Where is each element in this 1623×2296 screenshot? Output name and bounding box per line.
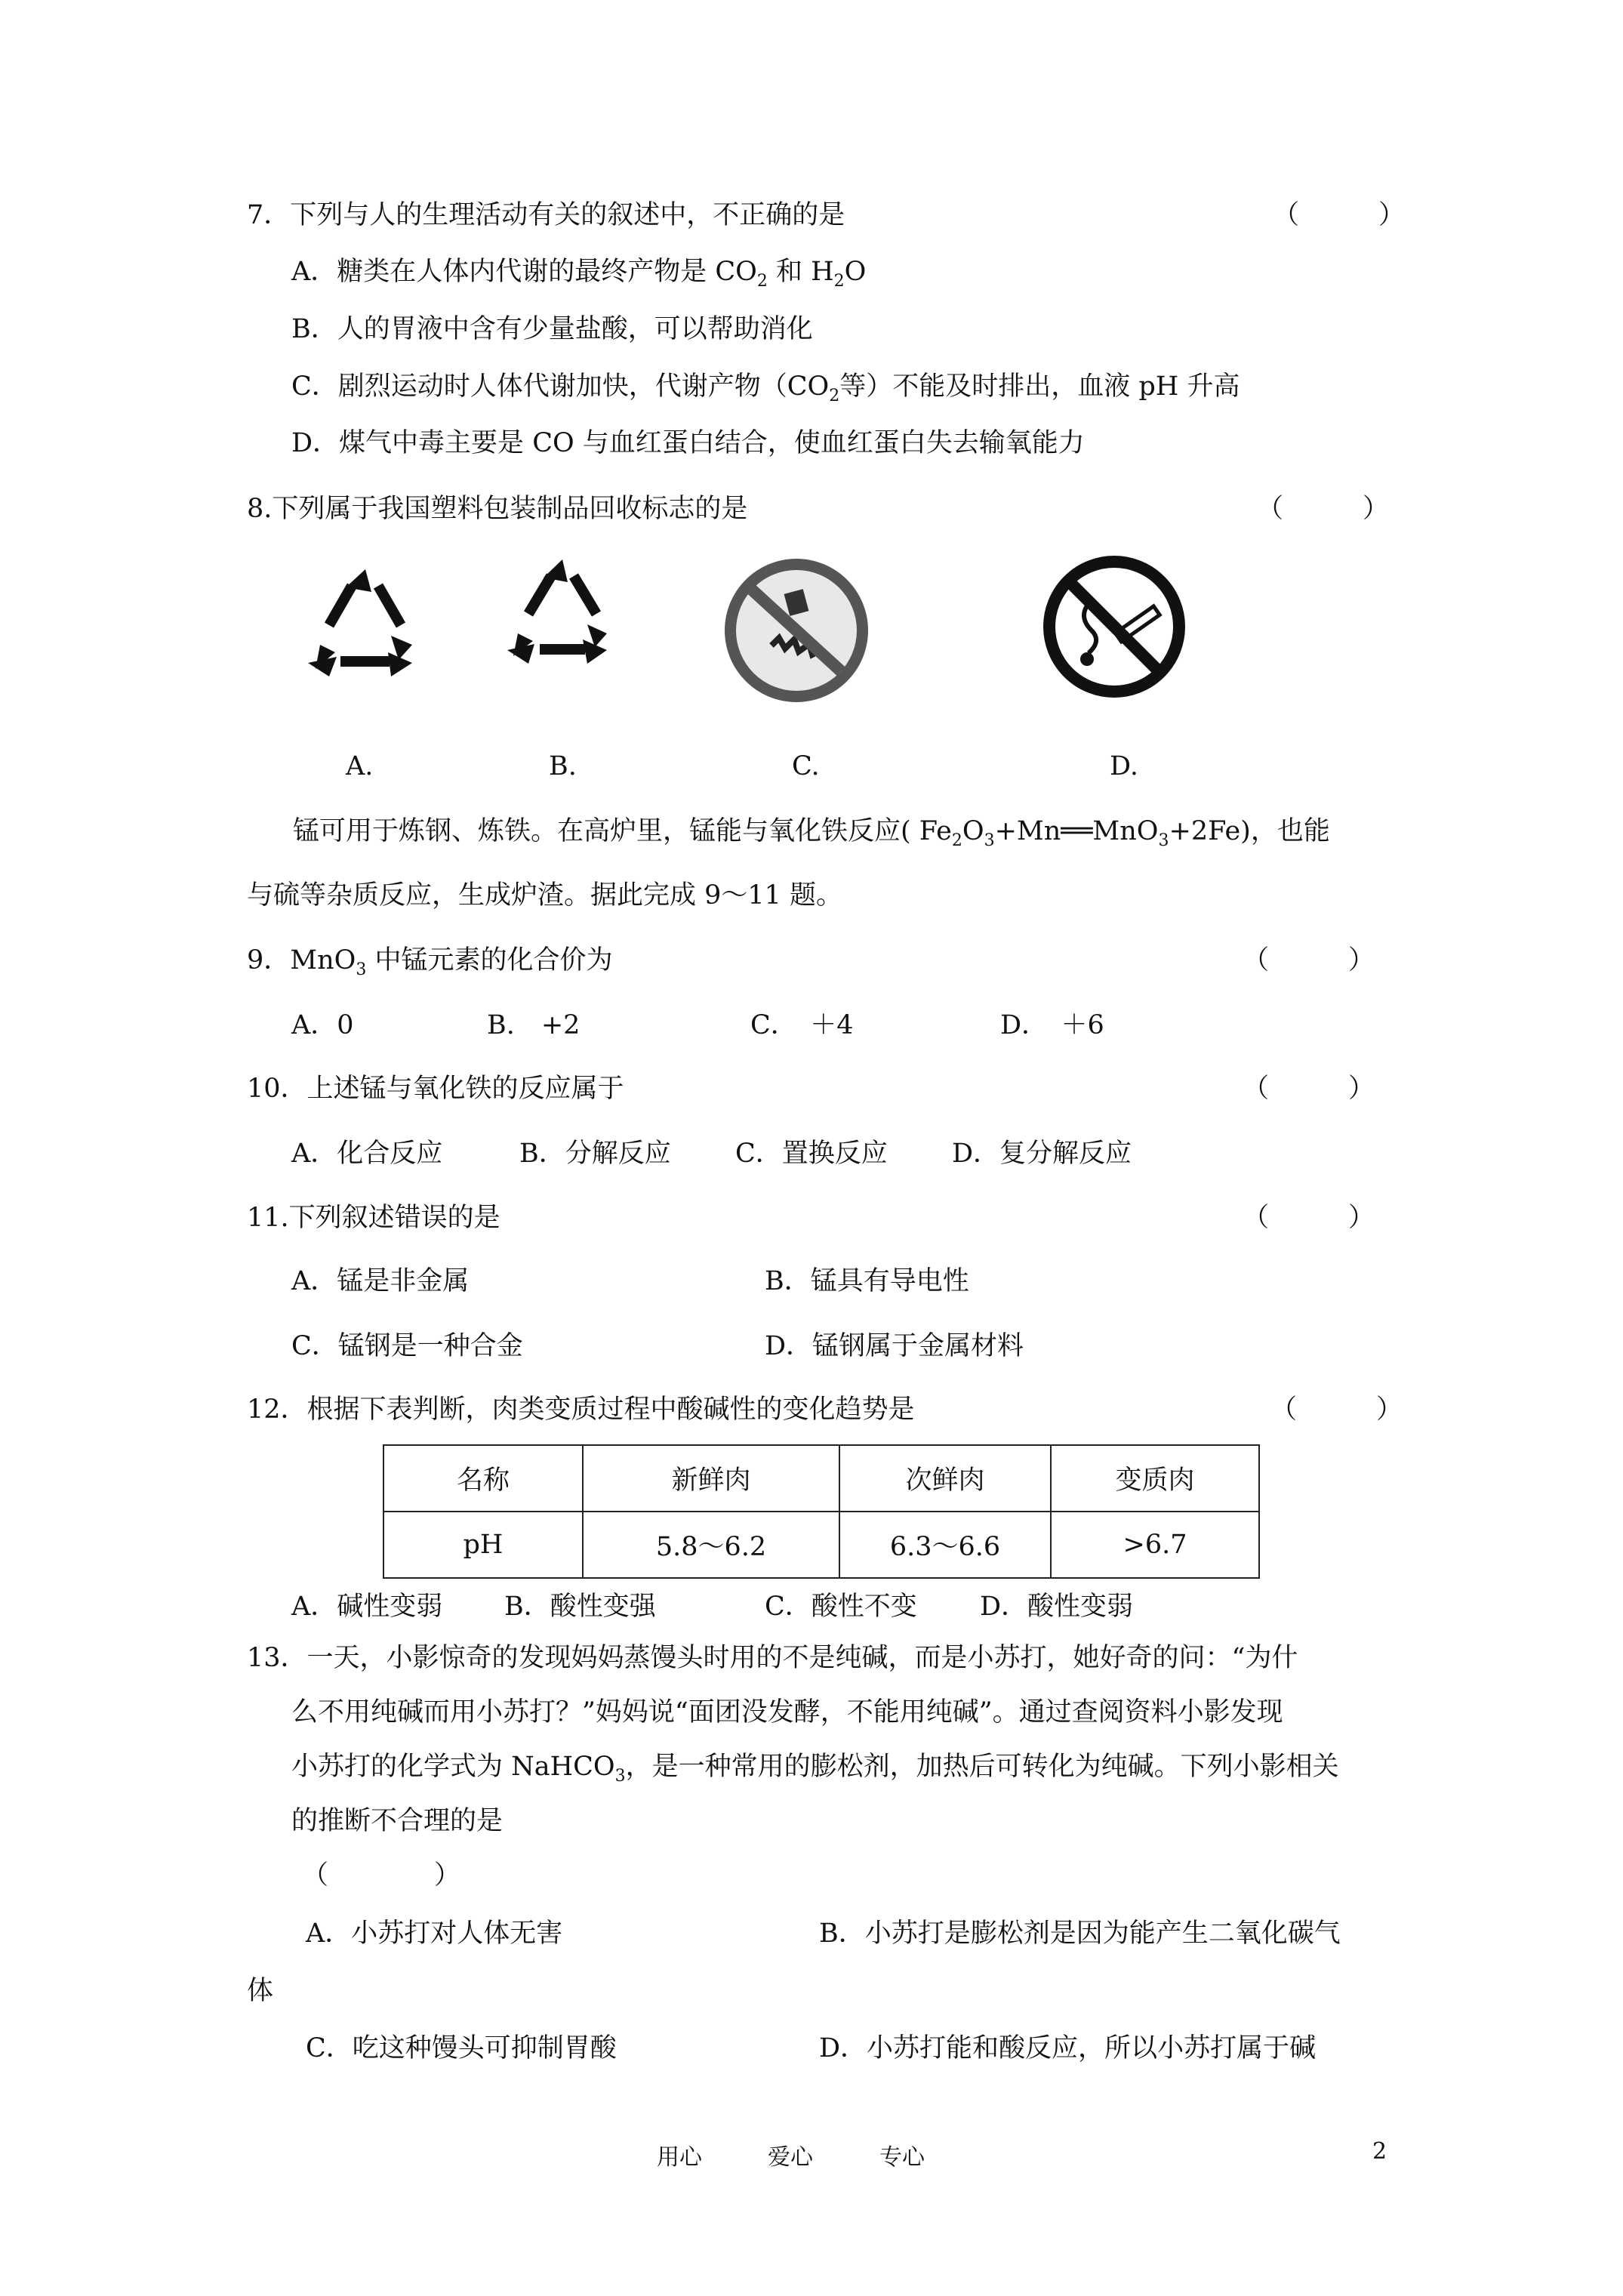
table-header-cell: 次鲜肉 xyxy=(839,1445,1051,1512)
table-header-cell: 新鲜肉 xyxy=(583,1445,839,1512)
q8-option-c-label[interactable]: C. xyxy=(792,751,820,781)
q13-answer-paren[interactable]: （ ） xyxy=(302,1860,461,1891)
q12-option-a[interactable]: A．碱性变弱 xyxy=(291,1592,443,1622)
q8-option-d-label[interactable]: D. xyxy=(1110,751,1138,781)
q9-answer-paren[interactable]: （ ） xyxy=(1243,945,1375,975)
passage-line-1: 锰可用于炼钢、炼铁。在高炉里，锰能与氧化铁反应( $Fe_2O_3+Mn══MnO_3+2Fe$)，也能 xyxy=(293,816,1330,850)
q9-option-a[interactable]: A．0 xyxy=(291,1010,354,1040)
q8-stem: 8.下列属于我国塑料包装制品回收标志的是 xyxy=(247,494,748,524)
recycle-icon xyxy=(299,563,431,684)
table-header-row xyxy=(383,1445,1259,1512)
table-header-cell: 名称 xyxy=(383,1445,583,1512)
q7-stem: 7．下列与人的生理活动有关的叙述中，不正确的是 xyxy=(247,200,845,230)
q10-option-d[interactable]: D．复分解反应 xyxy=(952,1139,1132,1169)
q13-stem-line-1: 13．一天，小影惊奇的发现妈妈蒸馒头时用的不是纯碱，而是小苏打，她好奇的问：“为什 xyxy=(247,1643,1298,1673)
q13-option-b[interactable]: B．小苏打是膨松剂是因为能产生二氧化碳气 xyxy=(819,1918,1341,1949)
q13-stem-line-4: 的推断不合理的是 xyxy=(291,1806,504,1836)
q10-stem: 10．上述锰与氧化铁的反应属于 xyxy=(247,1074,624,1104)
q10-option-b[interactable]: B．分解反应 xyxy=(519,1139,671,1169)
no-littering-icon xyxy=(717,555,876,706)
q12-stem: 12．根据下表判断，肉类变质过程中酸碱性的变化趋势是 xyxy=(247,1395,915,1425)
q12-option-d[interactable]: D．酸性变弱 xyxy=(980,1592,1134,1622)
q8-answer-paren[interactable]: （ ） xyxy=(1257,494,1390,524)
q9-option-d[interactable]: D． ＋6 xyxy=(1000,1010,1104,1040)
q11-option-b[interactable]: B．锰具有导电性 xyxy=(765,1266,969,1296)
q7-option-c[interactable]: C．剧烈运动时人体代谢加快，代谢产物（$CO_2$等）不能及时排出，血液 pH 升高 xyxy=(291,371,1240,405)
q13-stem-line-2: 么不用纯碱而用小苏打？”妈妈说“面团没发酵，不能用纯碱”。通过查阅资料小影发现 xyxy=(291,1697,1283,1727)
q7-answer-paren[interactable]: （ ） xyxy=(1273,200,1406,230)
q7-option-d[interactable]: D．煤气中毒主要是 CO 与血红蛋白结合，使血红蛋白失去输氧能力 xyxy=(291,428,1085,458)
footer-word-2: 爱心 xyxy=(768,2144,813,2171)
table-header-cell: 变质肉 xyxy=(1051,1445,1259,1512)
table-cell: pH xyxy=(383,1512,583,1578)
page-number: 2 xyxy=(1372,2138,1387,2165)
q12-option-b[interactable]: B．酸性变强 xyxy=(504,1592,656,1622)
passage-line-2: 与硫等杂质反应，生成炉渣。据此完成 9～11 题。 xyxy=(247,880,843,911)
q11-answer-paren[interactable]: （ ） xyxy=(1243,1203,1375,1233)
q13-option-b-continuation: 体 xyxy=(247,1976,274,2006)
q11-option-c[interactable]: C．锰钢是一种合金 xyxy=(291,1331,523,1361)
footer-word-3: 专心 xyxy=(879,2144,925,2171)
q13-option-a[interactable]: A．小苏打对人体无害 xyxy=(306,1918,563,1949)
q10-answer-paren[interactable]: （ ） xyxy=(1243,1074,1375,1104)
table-row xyxy=(383,1512,1259,1578)
footer-word-1: 用心 xyxy=(657,2144,702,2171)
recycle-icon xyxy=(498,555,627,668)
ph-table xyxy=(383,1444,1260,1579)
table-cell: 5.8～6.2 xyxy=(583,1512,839,1578)
q8-option-b-label[interactable]: B. xyxy=(549,751,577,781)
q11-option-a[interactable]: A．锰是非金属 xyxy=(291,1266,470,1296)
q11-option-d[interactable]: D．锰钢属于金属材料 xyxy=(765,1331,1024,1361)
q11-stem: 11.下列叙述错误的是 xyxy=(247,1203,500,1233)
q10-option-a[interactable]: A．化合反应 xyxy=(291,1139,443,1169)
q13-option-d[interactable]: D．小苏打能和酸反应，所以小苏打属于碱 xyxy=(819,2033,1317,2063)
q12-option-c[interactable]: C．酸性不变 xyxy=(765,1592,917,1622)
no-smoking-icon xyxy=(1039,555,1190,698)
table-cell: >6.7 xyxy=(1051,1512,1259,1578)
q9-option-b[interactable]: B. +2 xyxy=(487,1010,581,1040)
q10-option-c[interactable]: C．置换反应 xyxy=(735,1139,888,1169)
q7-option-a[interactable]: A．糖类在人体内代谢的最终产物是 $CO_2$ 和 $H_2O$ xyxy=(291,257,867,291)
q12-answer-paren[interactable]: （ ） xyxy=(1270,1395,1403,1425)
q13-option-c[interactable]: C．吃这种馒头可抑制胃酸 xyxy=(306,2033,617,2063)
table-cell: 6.3～6.6 xyxy=(839,1512,1051,1578)
q9-option-c[interactable]: C． ＋4 xyxy=(750,1010,854,1040)
q8-option-a-label[interactable]: A. xyxy=(346,751,374,781)
q9-stem: 9．MnO$_3$ 中锰元素的化合价为 xyxy=(247,945,613,979)
q13-stem-line-3: 小苏打的化学式为 NaHCO$_3$，是一种常用的膨松剂，加热后可转化为纯碱。下列小影相关 xyxy=(291,1752,1339,1786)
q7-option-b[interactable]: B．人的胃液中含有少量盐酸，可以帮助消化 xyxy=(291,314,813,344)
